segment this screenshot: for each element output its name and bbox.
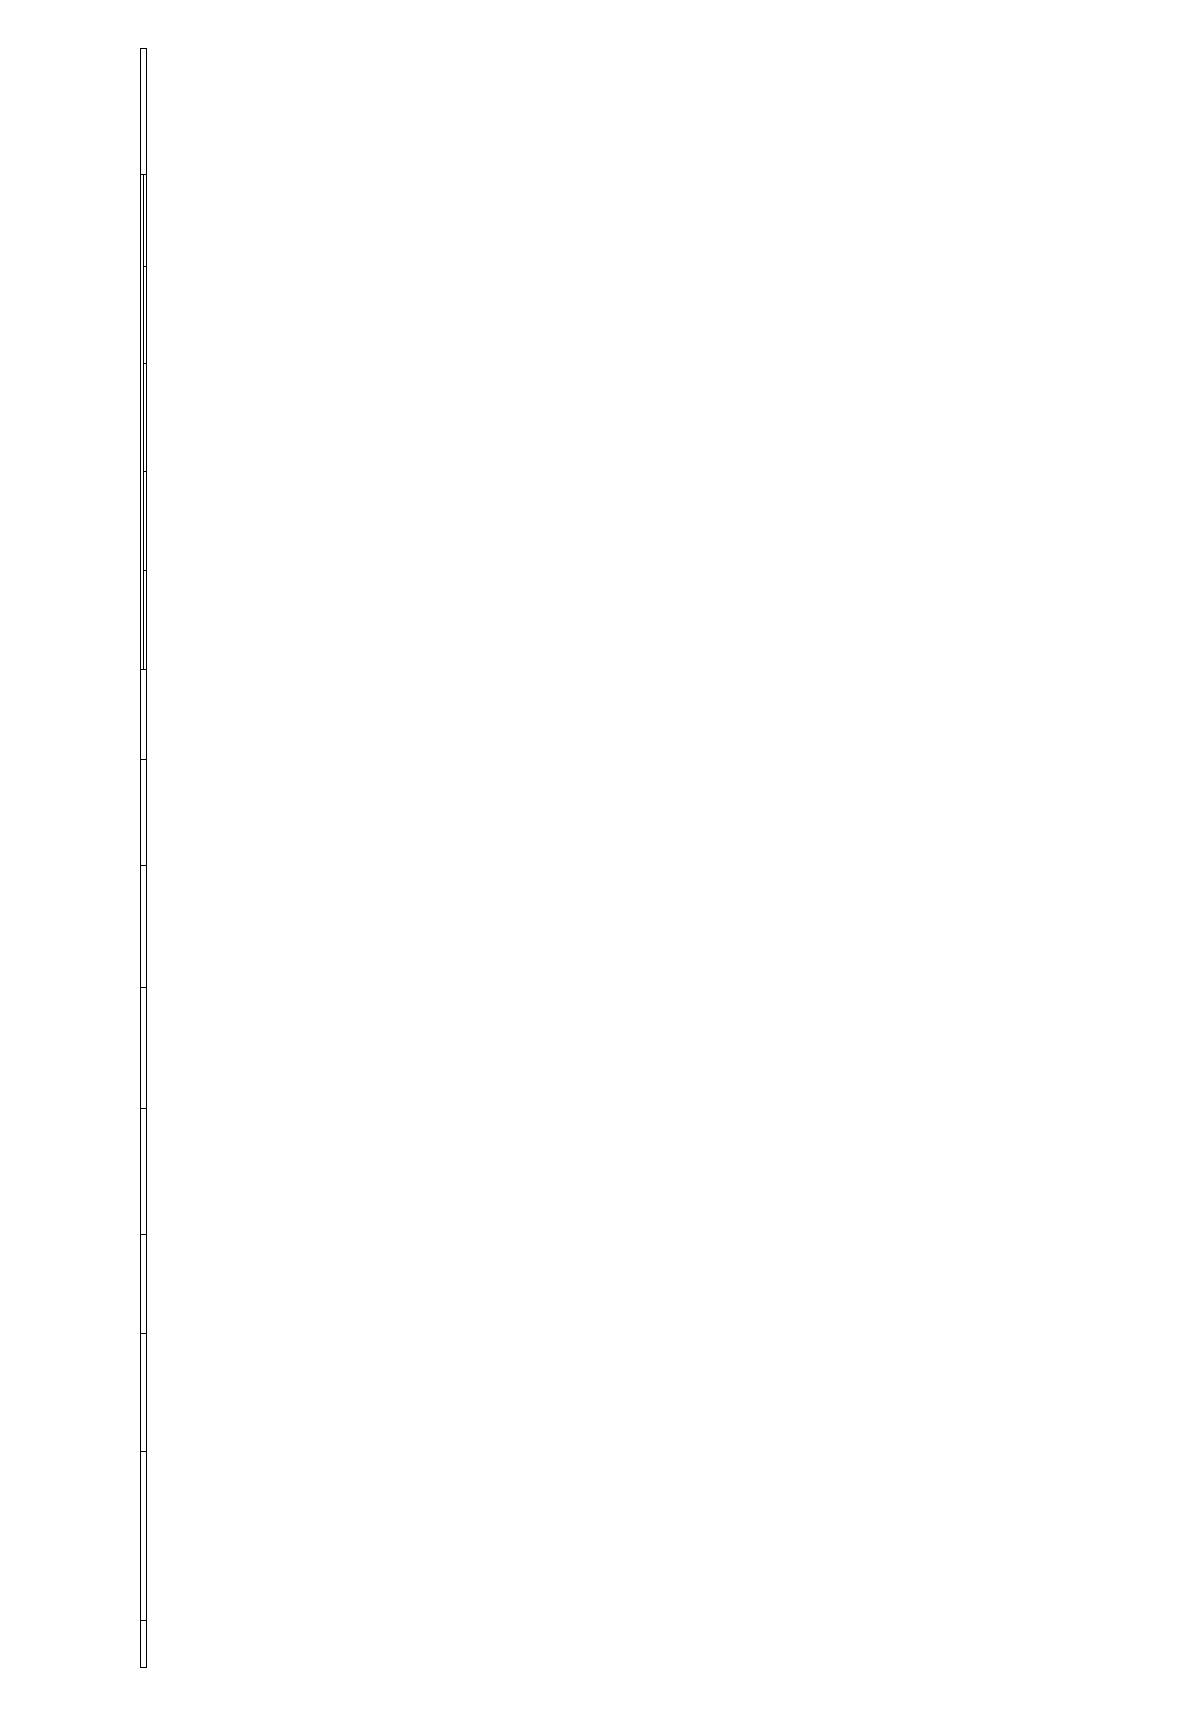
funding-table bbox=[140, 48, 1062, 1668]
header-cost bbox=[141, 759, 147, 866]
header-attracted bbox=[144, 175, 147, 267]
header-period bbox=[141, 669, 147, 759]
header-psd bbox=[141, 866, 147, 987]
rotated-table-container bbox=[140, 48, 1062, 1668]
header-local bbox=[144, 267, 147, 364]
header-grbs bbox=[141, 1334, 147, 1452]
header-capacity bbox=[141, 987, 147, 1108]
header-result bbox=[141, 49, 147, 175]
header-name bbox=[141, 1452, 147, 1621]
header-regional bbox=[144, 363, 147, 471]
header-ownership bbox=[141, 1235, 147, 1334]
header-no bbox=[141, 1620, 147, 1667]
table-body bbox=[147, 49, 1062, 1668]
header-total bbox=[144, 570, 147, 669]
header-federal bbox=[144, 471, 147, 570]
header-terms bbox=[141, 1109, 147, 1235]
